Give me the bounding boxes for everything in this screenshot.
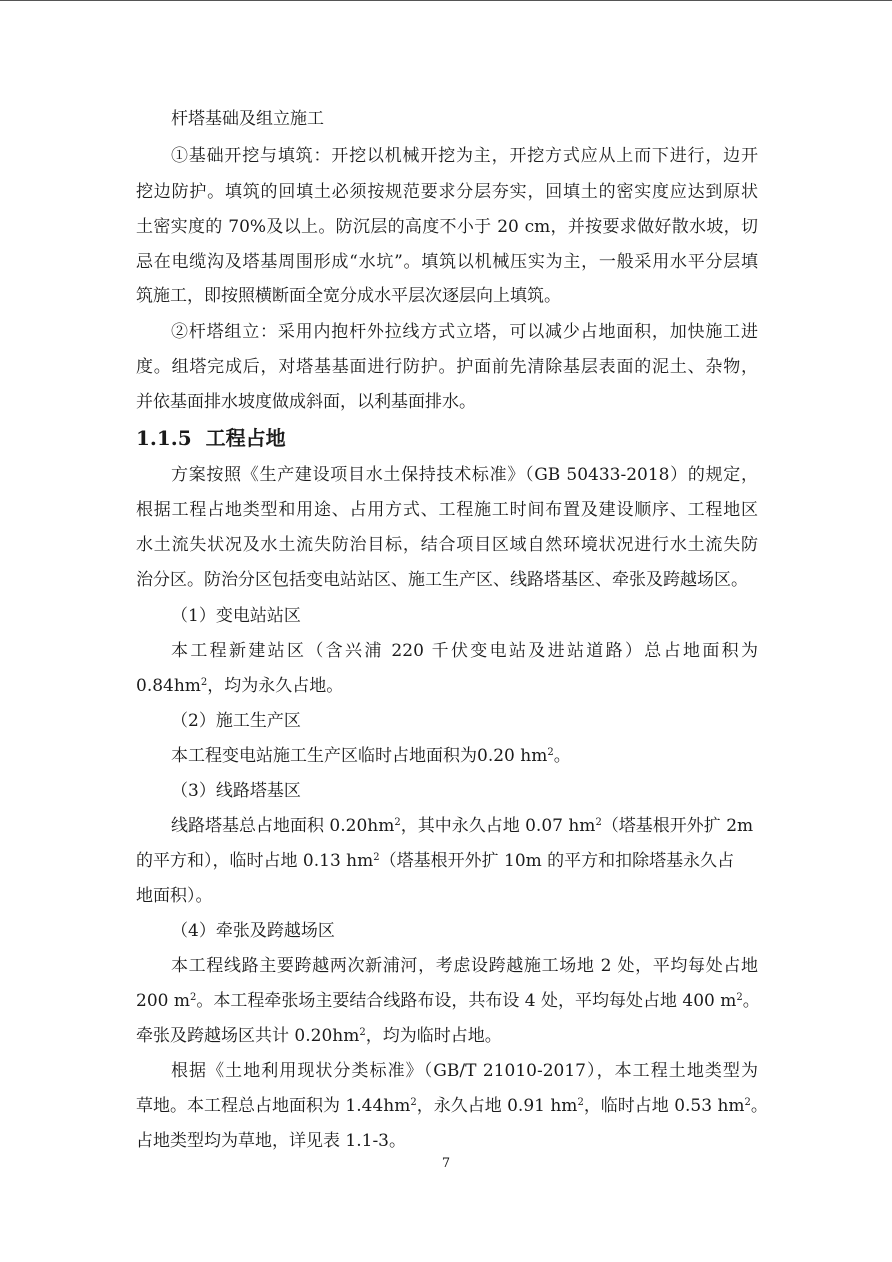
text-line: 度。组塔完成后，对塔基基面进行防护。护面前先清除基层表面的泥土、杂物， xyxy=(136,357,758,377)
text-line: 本工程线路主要跨越两次新浦河，考虑设跨越施工场地 2 处，平均每处占地 xyxy=(171,956,758,976)
text-line: ①基础开挖与填筑：开挖以机械开挖为主，开挖方式应从上而下进行，边开 xyxy=(171,146,758,166)
section-heading xyxy=(136,426,286,450)
text-line: 筑施工，即按照横断面全宽分成水平层次逐层向上填筑。 xyxy=(136,286,561,306)
text-line: 忌在电缆沟及塔基周围形成“水坑”。填筑以机械压实为主，一般采用水平分层填 xyxy=(136,252,758,272)
text-line: 本工程变电站施工生产区临时占地面积为0.20 $hm^2$。 xyxy=(171,746,571,766)
text-line: 根据工程占地类型和用途、占用方式、工程施工时间布置及建设顺序、工程地区 xyxy=(136,500,758,520)
heading-title: 工程占地 xyxy=(205,426,286,450)
text-line: $0.84hm^2$，均为永久占地。 xyxy=(136,676,344,696)
text-line: 草地。本工程总占地面积为 $1.44hm^2$，永久占地 0.91 $hm^2$，临时占地 0.53 $hm^2$。 xyxy=(136,1096,768,1116)
page-number: 7 xyxy=(441,1156,451,1171)
text-line: 占地类型均为草地，详见表 1.1-3。 xyxy=(136,1131,406,1151)
text-line: 根据《土地利用现状分类标准》（GB/T 21010-2017），本工程土地类型为 xyxy=(171,1061,758,1081)
top-border-line xyxy=(0,0,892,1)
text-line: 线路塔基总占地面积 $0.20hm^2$，其中永久占地 0.07 $hm^2$（塔基根开外扩 2m xyxy=(171,816,754,836)
text-line: 土密实度的 70%及以上。防沉层的高度不小于 20 cm，并按要求做好散水坡，切 xyxy=(136,217,758,237)
heading-number: 1.1.5 xyxy=(136,426,192,450)
subsection-title-tensioning-area: （4）牵张及跨越场区 xyxy=(171,921,335,941)
subsection-title-tower-base: （3）线路塔基区 xyxy=(171,781,301,801)
text-line: 本工程新建站区（含兴浦 220 千伏变电站及进站道路）总占地面积为 xyxy=(171,641,758,661)
text-line: ②杆塔组立：采用内抱杆外拉线方式立塔，可以减少占地面积，加快施工进 xyxy=(171,322,758,342)
subsection-title-substation: （1）变电站站区 xyxy=(171,606,301,626)
text-line: 的平方和），临时占地 0.13 $hm^2$（塔基根开外扩 10m 的平方和扣除塔基永久占 xyxy=(136,851,735,871)
text-line: 水土流失状况及水土流失防治目标，结合项目区域自然环境状况进行水土流失防 xyxy=(136,535,758,555)
text-line: 牵张及跨越场区共计 $0.20hm^2$，均为临时占地。 xyxy=(136,1026,502,1046)
text-line: 治分区。防治分区包括变电站站区、施工生产区、线路塔基区、牵张及跨越场区。 xyxy=(136,570,748,590)
text-line: 地面积）。 xyxy=(136,886,213,906)
text-line: 200 $m^2$。本工程牵张场主要结合线路布设，共布设 4 处，平均每处占地 400 $m^2$。 xyxy=(136,991,760,1011)
text-line: 方案按照《生产建设项目水土保持技术标准》（GB 50433-2018）的规定， xyxy=(171,465,758,485)
subsection-title-construction-area: （2）施工生产区 xyxy=(171,711,301,731)
text-line: 挖边防护。填筑的回填土必须按规范要求分层夯实，回填土的密实度应达到原状 xyxy=(136,182,758,202)
section-title: 杆塔基础及组立施工 xyxy=(171,109,324,129)
text-line: 并依基面排水坡度做成斜面，以利基面排水。 xyxy=(136,392,476,412)
